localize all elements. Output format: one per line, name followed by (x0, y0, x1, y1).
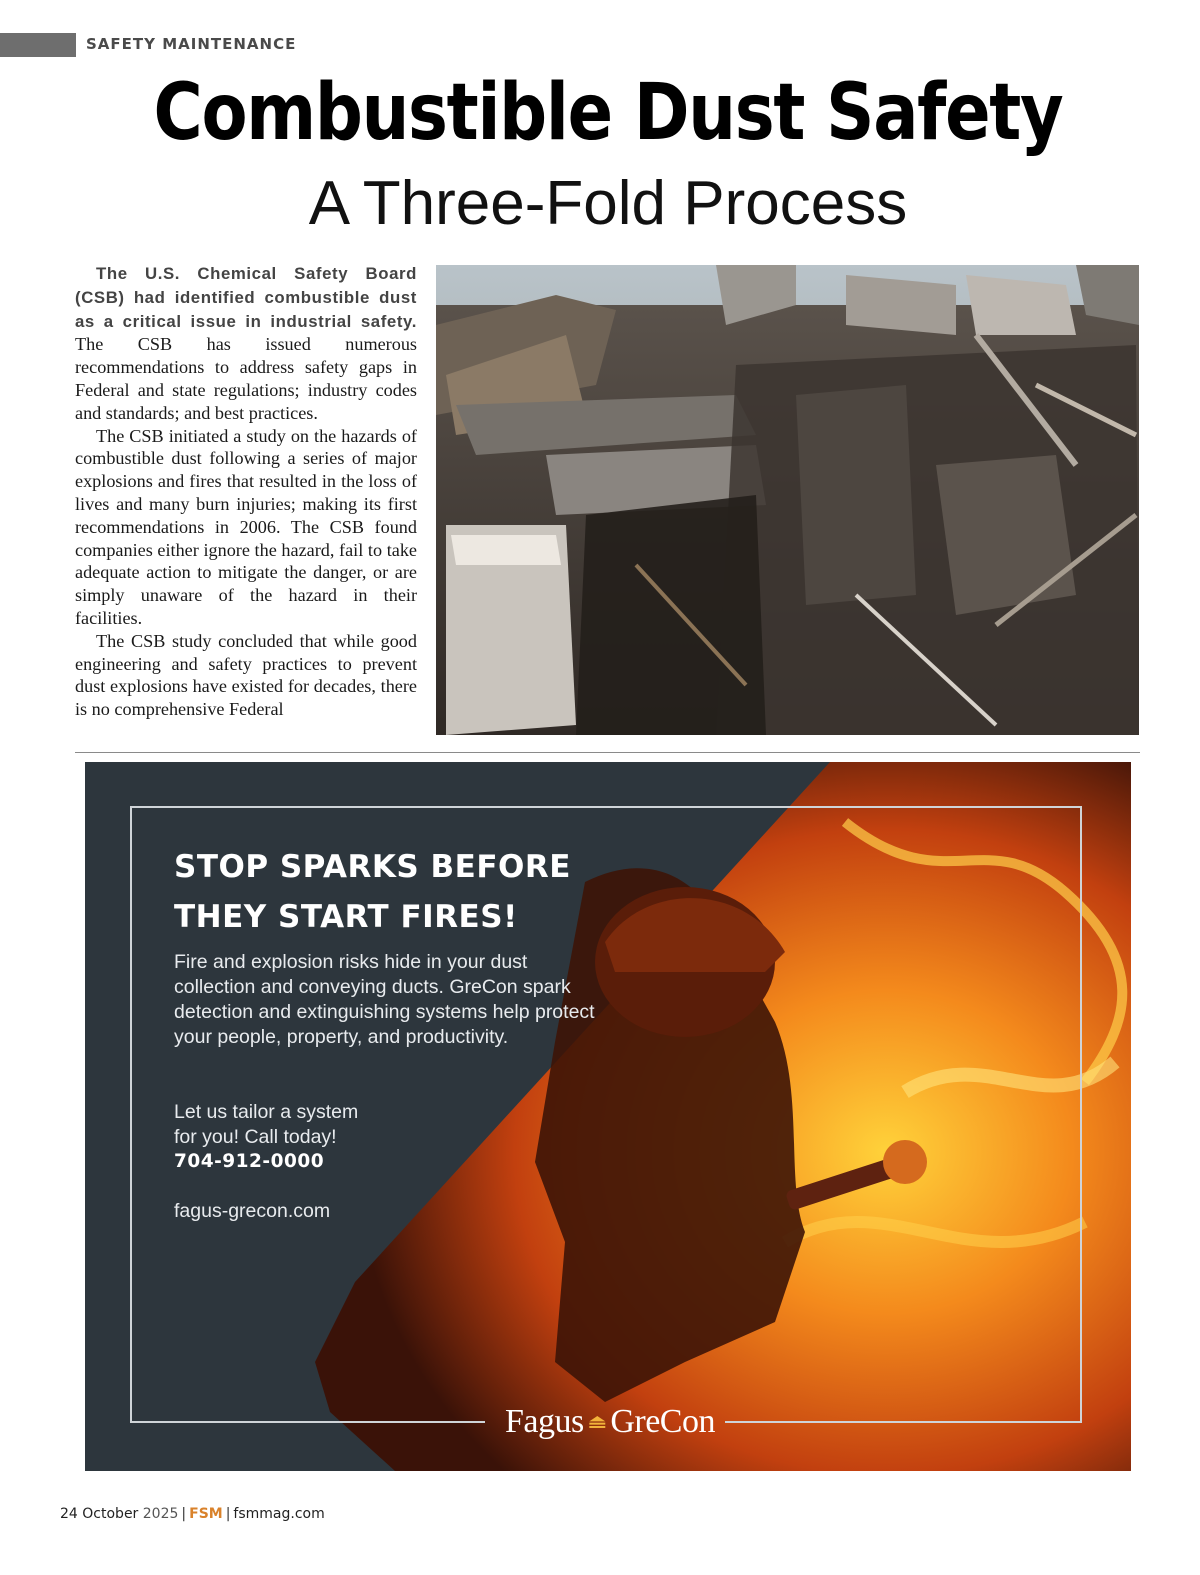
footer-separator: | (225, 1506, 231, 1522)
ad-phone-number[interactable]: 704-912-0000 (174, 1151, 325, 1172)
article-paragraph-2: The CSB initiated a study on the hazards of combustible dust following a series of major explosions and fires that resulted in the loss of lives and many burn injuries; making its first recommendations in 2006. The CSB found companies either ignore the hazard, fail to take adequate action to mitigate the danger, or are simply unaware of the hazard in their facilities. (75, 425, 417, 628)
page-number: 24 (60, 1506, 78, 1522)
ad-headline-line-2: THEY START FIRES! (174, 899, 518, 935)
article-paragraph-1-rest: The CSB has issued numerous recommendations to address safety gaps in Federal and state regulations; industry codes and standards; and best practices. (75, 334, 417, 423)
section-label: SAFETY MAINTENANCE (86, 35, 297, 53)
ad-call-to-action (174, 1100, 474, 1150)
explosion-site-photo (436, 265, 1139, 735)
logo-fagus: Fagus (505, 1403, 584, 1440)
logo-grecon: GreCon (610, 1403, 715, 1440)
logo-mark-icon (588, 1411, 607, 1433)
article-paragraph-3: The CSB study concluded that while good engineering and safety practices to prevent dust explosions have existed for decades, there is no comprehensive Federal (75, 630, 417, 720)
ad-headline (174, 842, 694, 942)
section-color-bar (0, 33, 76, 57)
ad-cta-line-1: Let us tailor a system (174, 1101, 359, 1123)
issue-month: October (82, 1506, 139, 1522)
ad-frame-bottom-right (725, 1421, 1082, 1423)
section-divider (75, 752, 1140, 753)
ad-cta-line-2: for you! Call today! (174, 1126, 337, 1148)
article-body (75, 262, 417, 738)
ad-frame-bottom-left (130, 1421, 485, 1423)
article-paragraph-1 (75, 262, 417, 425)
grecon-advertisement[interactable] (85, 762, 1131, 1471)
magazine-site-link[interactable]: fsmmag.com (233, 1506, 325, 1522)
issue-year: 2025 (142, 1506, 179, 1522)
ad-body-text: Fire and explosion risks hide in your dust collection and conveying ducts. GreCon spark detection and extinguishing systems help protect your people, property, and productivity. (174, 951, 595, 1048)
article-subtitle: A Three-Fold Process (308, 169, 908, 238)
page-footer (60, 1506, 325, 1522)
fagus-grecon-logo-icon[interactable] (505, 1402, 715, 1442)
ad-website-link[interactable]: fagus-grecon.com (174, 1200, 331, 1222)
footer-separator: | (181, 1506, 187, 1522)
ad-headline-line-1: STOP SPARKS BEFORE (174, 849, 571, 885)
article-lead: The U.S. Chemical Safety Board (CSB) had identified combustible dust as a critical issue in industrial safety. (75, 264, 417, 331)
magazine-brand: FSM (189, 1506, 223, 1522)
article-title: Combustible Dust Safety (153, 68, 1063, 158)
